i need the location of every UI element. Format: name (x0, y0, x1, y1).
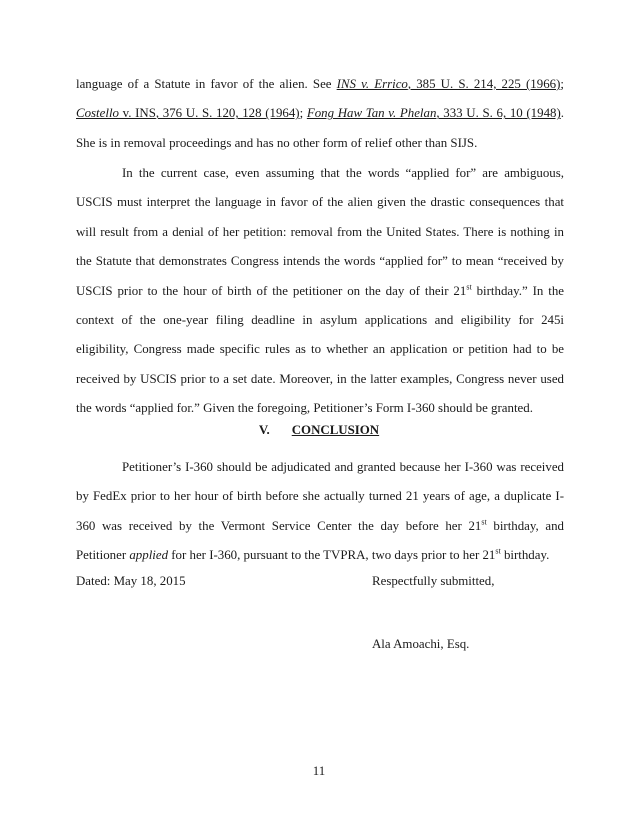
paragraph-argument (76, 159, 564, 424)
paragraph-text: Petitioner’s I-360 should be adjudicated and granted because her I-360 was received by FedEx prior to her hour of birth before she actually turned 21 years of age, a duplicate I-360 was received by the Vermont Service Center the day before her 21 (76, 460, 564, 533)
paragraph-text: birthday, and Petitioner (76, 518, 564, 563)
date-line: Dated: May 18, 2015 (76, 574, 186, 588)
case-citation: , 385 U. S. 214, 225 (1966) (407, 77, 561, 91)
paragraph-text: for her I-360, pursuant to the TVPRA, two days prior to her 21 (168, 548, 496, 563)
paragraph-text: In the current case, even assuming that the words “applied for” are ambiguous, USCIS must interpret the language in favor of the alien given the drastic consequences that will result from a denial of her petition: removal from the United States. There is nothing in the Statute that demonstrates Congress intends the words “applied for” to mean “received by USCIS prior to the hour of birth of the petitioner on the day of their 21 (76, 166, 564, 298)
paragraph-text: language of a Statute in favor of the alien. See (76, 77, 337, 91)
case-name: Costello (76, 106, 119, 121)
case-name: Fong Haw Tan v. Phelan (306, 106, 437, 121)
paragraph-text: . She is in removal proceedings and has no other form of relief other than SIJS. (76, 106, 564, 150)
paragraph-text: birthday. (500, 548, 550, 563)
emphasis-text: applied (129, 548, 169, 563)
page-number: 11 (312, 764, 326, 778)
paragraph-text: ; (299, 106, 307, 121)
paragraph-text: ; (560, 77, 564, 91)
paragraph-text: birthday.” In the context of the one-year filing deadline in asylum applications and eligibility for 245i eligibility, Congress made specific rules as to whether an application or petition had to be received by USCIS prior to a set date. Moreover, in the latter examples, Congress never used the words “applied for.” Given the foregoing, Petitioner’s Form I-360 should be granted. (76, 283, 564, 416)
ordinal-suffix: st (495, 546, 501, 556)
case-citation: , 333 U. S. 6, 10 (1948) (436, 106, 561, 121)
section-title: CONCLUSION (291, 423, 380, 437)
ordinal-suffix: st (466, 282, 472, 292)
paragraph-case-law (76, 70, 564, 158)
closing-line: Respectfully submitted, (372, 574, 495, 588)
section-number: V. (258, 423, 270, 437)
section-heading (0, 420, 638, 440)
paragraph-conclusion (76, 453, 564, 571)
case-name-connector: v. INS (118, 106, 156, 121)
case-citation: , 376 U. S. 120, 128 (1964) (155, 106, 300, 121)
ordinal-suffix: st (481, 517, 487, 527)
signer-name: Ala Amoachi, Esq. (372, 637, 470, 651)
case-name: INS v. Errico (336, 77, 408, 91)
